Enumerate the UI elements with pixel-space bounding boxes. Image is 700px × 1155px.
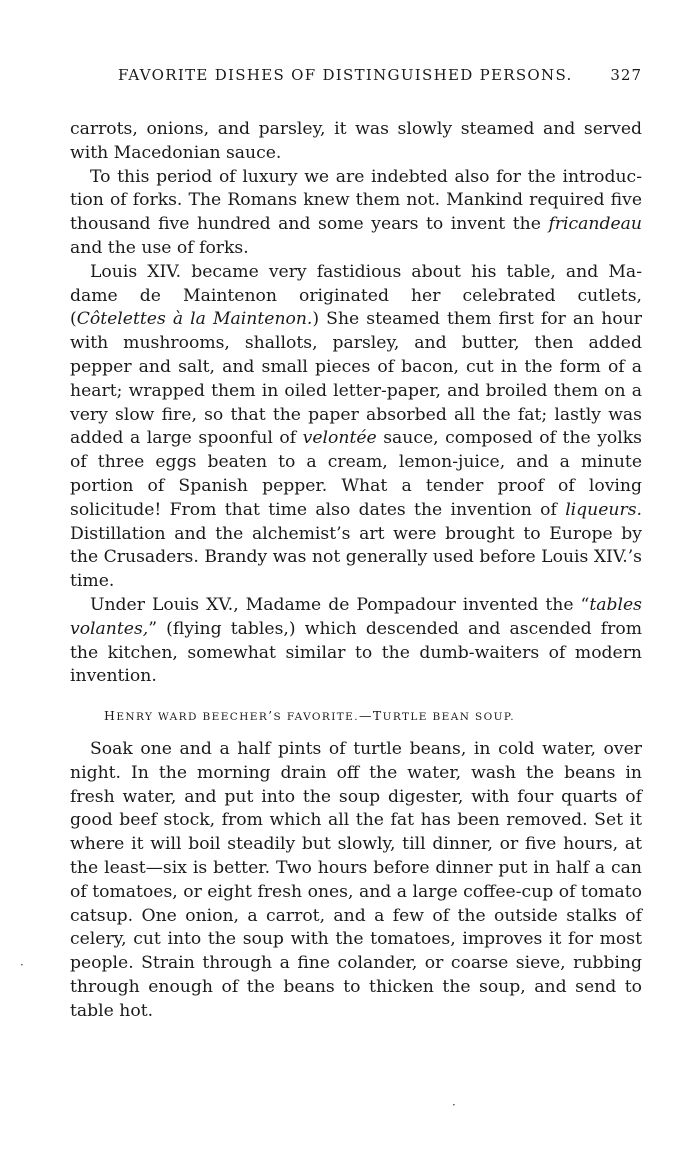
italic-term: tables volantes,	[70, 594, 642, 639]
paragraph-louis-xiv	[70, 261, 642, 594]
section-heading	[104, 708, 644, 723]
text-segment: sauce, composed of the yolks of three eggs beaten to a cream, lemon-juice, and a minute portion of Spanish pepper. What a tender proof of loving solicitude! From that time also dates the invention of	[70, 428, 642, 520]
recipe-paragraph: Soak one and a half pints of turtle beans, in cold water, over night. In the morning drain off the water, wash the beans in fresh water, and put into the soup digester, with four quarts of good beef stock, from which all the fat has been removed. Set it where it will boil steadily but slowly, till dinner, or five hours, at the least—six is better. Two hours before dinner put in half a can of tomatoes, or eight fresh ones, and a large coffee-cup of tomato catsup. One onion, a carrot, and a few of the outside stalks of celery, cut into the soup with the tomatoes, improves it for most people. Strain through a fine colander, or coarse sieve, rubbing through enough of the beans to thicken the soup, and send to table hot.	[70, 739, 642, 1021]
heading-small-caps: ENRY WARD BEECHER	[116, 711, 269, 723]
heading-apostrophe: ’	[268, 708, 274, 723]
text-segment: Louis XIV. became very fastidious about his table, and Madame de Maintenon originated her celebrated cutlets, (	[70, 261, 642, 330]
heading-cap: T	[372, 708, 383, 723]
heading-small-caps: S FAVORITE.	[273, 711, 359, 723]
text-segment: Distillation and the alchemist’s art were brought to Europe by the Crusaders. Brandy was not generally used before Louis XIV.’s time.	[70, 523, 642, 592]
print-speck: ·	[452, 1098, 456, 1112]
body-text-recipe	[70, 738, 642, 1024]
paragraph-forks	[70, 166, 642, 261]
italic-term: fricandeau	[548, 214, 642, 235]
paragraph-louis-xv	[70, 594, 642, 689]
text-segment: carrots, onions, and parsley, it was slowly steamed and served with Macedonian sauce.	[70, 119, 642, 163]
heading-small-caps: URTLE BEAN SOUP.	[382, 711, 515, 723]
running-title: FAVORITE DISHES OF DISTINGUISHED PERSONS.	[118, 66, 573, 84]
italic-term: liqueurs.	[565, 499, 642, 520]
italic-term: Côtelettes à la Maintenon.	[76, 309, 313, 330]
italic-term: velontée	[302, 428, 377, 449]
text-segment: ” (flying tables,) which descended and ascended from the kitchen, somewhat similar to the dumb-waiters of modern invention.	[70, 618, 642, 687]
heading-cap: H	[104, 708, 117, 723]
print-speck: ·	[20, 958, 24, 972]
text-segment: ) She steamed them first for an hour with mushrooms, shallots, parsley, and butter, then added pepper and salt, and small pieces of bacon, cut in the form of a heart; wrapped them in oiled letter-paper, and broiled them on a very slow fire, so that the paper absorbed all the fat; lastly was added a large spoonful of	[70, 309, 642, 449]
text-segment: and the use of forks.	[70, 237, 249, 258]
running-head	[118, 66, 642, 84]
text-segment: Under Louis XV., Madame de Pompadour invented the “	[90, 594, 590, 615]
body-text-top	[70, 118, 642, 689]
heading-dash: —	[358, 708, 373, 723]
text-segment: To this period of luxury we are indebted also for the introduction of forks. The Romans knew them not. Mankind required five thousand five hundred and some years to invent the	[70, 166, 642, 235]
paragraph-continuation	[70, 118, 642, 166]
page-number: 327	[610, 66, 642, 84]
